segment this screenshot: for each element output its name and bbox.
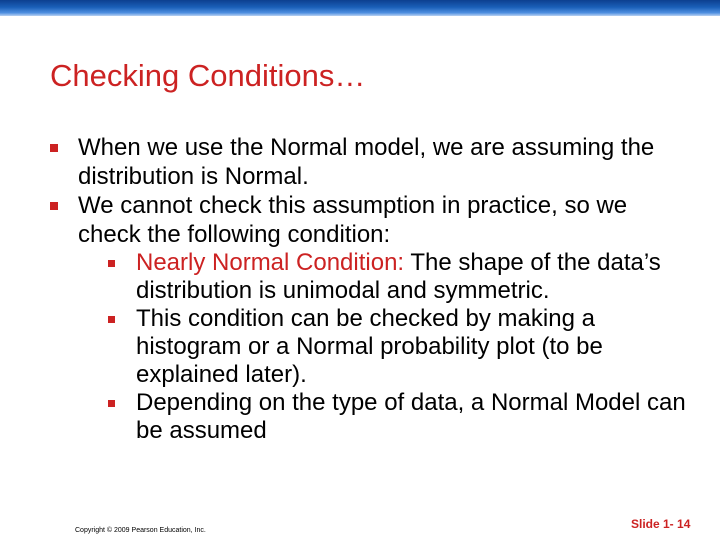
square-bullet-icon — [108, 260, 115, 267]
slide-title: Checking Conditions… — [50, 58, 366, 93]
sub-bullet-text: Depending on the type of data, a Normal Model can be assumed — [136, 389, 686, 444]
square-bullet-icon — [50, 144, 58, 152]
bullet-item — [50, 191, 690, 445]
copyright-text: Copyright © 2009 Pearson Education, Inc. — [75, 527, 206, 534]
bullet-list — [50, 133, 690, 445]
square-bullet-icon — [108, 316, 115, 323]
sub-bullet-list — [78, 249, 690, 445]
bullet-item — [50, 133, 690, 191]
square-bullet-icon — [108, 400, 115, 407]
sub-bullet-text: The shape of the data’s distribution is unimodal and symmetric. — [136, 249, 661, 304]
square-bullet-icon — [50, 202, 58, 210]
sub-bullet-item — [106, 249, 690, 305]
condition-name: Nearly Normal Condition: — [136, 249, 405, 276]
top-decorative-bar — [0, 0, 720, 16]
bullet-text: When we use the Normal model, we are assuming the distribution is Normal. — [78, 134, 655, 190]
sub-bullet-item — [106, 305, 690, 389]
slide-number: Slide 1- 14 — [631, 517, 691, 531]
bullet-text: We cannot check this assumption in practice, so we check the following condition: — [78, 192, 628, 248]
sub-bullet-text: This condition can be checked by making a histogram or a Normal probability plot (to be explained later). — [136, 305, 603, 388]
sub-bullet-item — [106, 389, 690, 445]
